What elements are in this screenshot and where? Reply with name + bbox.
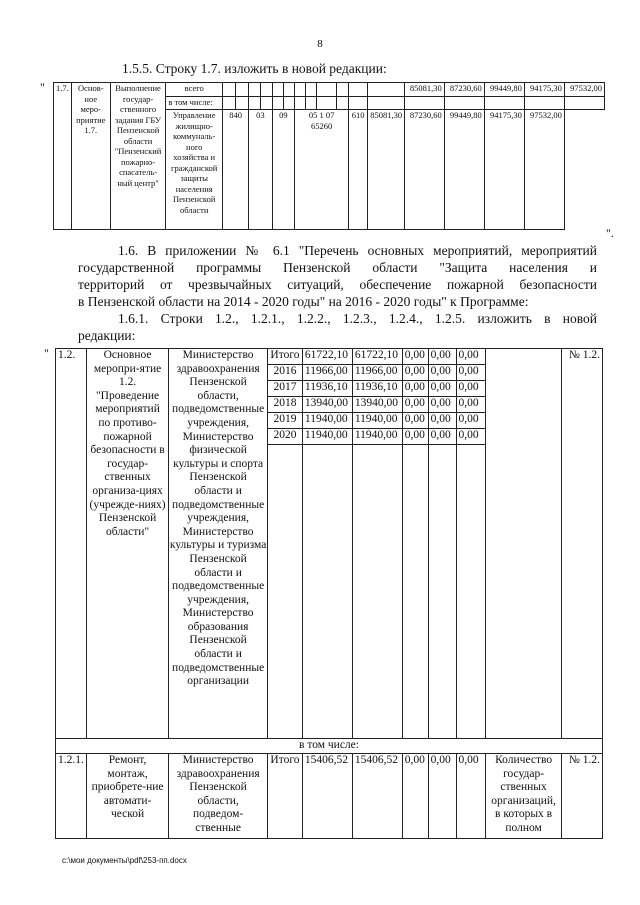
section-1-6-line-1: 1.6. В приложении № 6.1 "Перечень основных мероприятий, мероприятий [118, 243, 597, 258]
local-cell: 0,00 [428, 365, 456, 381]
value-cell: 99449,80 [484, 83, 524, 97]
section-1-5-5: 1.5.5. Строку 1.7. изложить в новой редакции: [122, 61, 387, 76]
event-name: Ремонт, монтаж, приобрете-ние автомати-ческой [86, 754, 168, 839]
value-cell: 99449,80 [444, 110, 484, 230]
other-cell: 0,00 [456, 365, 486, 381]
incl-label: в том числе: [56, 739, 603, 754]
event-name: Основное меропри-ятие 1.2. "Проведение мероприятий по противо-пожарной безопасности в государ-ственных организа-циях (учрежде-ниях) Пензенской области" [86, 349, 168, 739]
value-cell: 97532,00 [564, 83, 604, 97]
row-number: 1.2. [56, 349, 87, 739]
section-1-6-line-3: территорий от чрезвычайных ситуаций, обеспечение пожарной безопасности [78, 277, 597, 292]
year-cell: 2018 [267, 397, 302, 413]
pr-code: 09 [272, 110, 295, 230]
section-1-6-line-4: в Пензенской области на 2014 - 2020 годы" на 2016 - 2020 годы" к Программе: [78, 294, 529, 309]
total-cell: 15406,52 [302, 754, 352, 839]
local-cell: 0,00 [428, 413, 456, 429]
local-cell: 0,00 [428, 397, 456, 413]
value-cell: 87230,60 [444, 83, 484, 97]
total-label: всего [166, 83, 223, 97]
row-number: 1.2.1. [56, 754, 87, 839]
footer-file-path: c:\мои документы\pdf\253-пп.docx [62, 856, 187, 865]
indicator-link: № 1.2. [561, 754, 602, 839]
indicator: Количество государ-ственных организаций, в которых в полном [486, 754, 562, 839]
regional-cell: 11936,10 [352, 381, 402, 397]
indicator [486, 349, 562, 739]
incl-label: в том числе: [166, 97, 223, 110]
federal-cell: 0,00 [402, 381, 428, 397]
event-name: Основ-ное меро-приятие 1.7. [71, 83, 110, 230]
value-cell: 94175,30 [484, 110, 524, 230]
local-cell: 0,00 [428, 429, 456, 445]
federal-cell: 0,00 [402, 413, 428, 429]
executor: Управление жилищно-коммуналь-ного хозяйства и гражданской защиты населения Пензенской области [166, 110, 223, 230]
vr-code: 610 [349, 110, 368, 230]
year-cell: 2020 [267, 429, 302, 445]
value-cell: 87230,60 [405, 110, 445, 230]
page-number: 8 [317, 38, 323, 50]
other-cell: 0,00 [456, 381, 486, 397]
total-cell: 11940,00 [302, 429, 352, 445]
federal-cell: 0,00 [402, 365, 428, 381]
other-cell: 0,00 [456, 397, 486, 413]
value-cell: 97532,00 [524, 110, 564, 230]
federal-cell: 0,00 [402, 754, 428, 839]
regional-cell: 15406,52 [352, 754, 402, 839]
total-cell: 61722,10 [302, 349, 352, 365]
regional-cell: 61722,10 [352, 349, 402, 365]
year-cell: 2016 [267, 365, 302, 381]
table-rows-1-2 [55, 348, 603, 839]
grbs-code: 840 [223, 110, 249, 230]
total-cell: 11936,10 [302, 381, 352, 397]
executor: Министерство здравоохранения Пензенской области, подведом-ственные [169, 754, 268, 839]
year-cell: 2019 [267, 413, 302, 429]
other-cell: 0,00 [456, 754, 486, 839]
indicator-link: № 1.2. [561, 349, 602, 739]
quote-open-2: " [44, 346, 49, 360]
section-1-6-1-line-2: редакции: [78, 328, 136, 343]
other-cell: 0,00 [456, 349, 486, 365]
total-cell: 11966,00 [302, 365, 352, 381]
local-cell: 0,00 [428, 381, 456, 397]
federal-cell: 0,00 [402, 397, 428, 413]
federal-cell: 0,00 [402, 349, 428, 365]
federal-cell: 0,00 [402, 429, 428, 445]
executor: Министерство здравоохранения Пензенской области, подведомственные учреждения, Министерство физической культуры и спорта Пензенской области и подведомственные учреждения, Министерство культуры и туризма Пензенской области и подведомственные учреждения, Министерство образования Пензенской области и подведомственные организации [169, 349, 268, 739]
other-cell: 0,00 [456, 413, 486, 429]
regional-cell: 13940,00 [352, 397, 402, 413]
quote-close-1: ". [606, 226, 614, 240]
csr-code: 05 1 07 65260 [295, 110, 349, 230]
value-cell: 94175,30 [524, 83, 564, 97]
regional-cell: 11940,00 [352, 429, 402, 445]
local-cell: 0,00 [428, 349, 456, 365]
row-number: 1.7. [54, 83, 72, 230]
other-cell: 0,00 [456, 429, 486, 445]
section-1-6-line-2: государственной программы Пензенской области "Защита населения и [78, 260, 597, 275]
event-description: Выполнение государ-ственного задания ГБУ Пензенской области "Пензенский пожарно-спасатель-ный центр" [110, 83, 166, 230]
value-cell: 85081,30 [405, 83, 445, 97]
year-cell: Итого [267, 349, 302, 365]
total-cell: 13940,00 [302, 397, 352, 413]
year-cell: 2017 [267, 381, 302, 397]
quote-open-1: " [40, 80, 45, 94]
year-cell: Итого [267, 754, 302, 839]
rz-code: 03 [249, 110, 272, 230]
table-row-1-7 [53, 82, 605, 230]
local-cell: 0,00 [428, 754, 456, 839]
regional-cell: 11940,00 [352, 413, 402, 429]
section-1-6-1-line-1: 1.6.1. Строки 1.2., 1.2.1., 1.2.2., 1.2.3., 1.2.4., 1.2.5. изложить в новой [118, 311, 597, 326]
value-cell: 85081,30 [368, 110, 405, 230]
regional-cell: 11966,00 [352, 365, 402, 381]
total-cell: 11940,00 [302, 413, 352, 429]
